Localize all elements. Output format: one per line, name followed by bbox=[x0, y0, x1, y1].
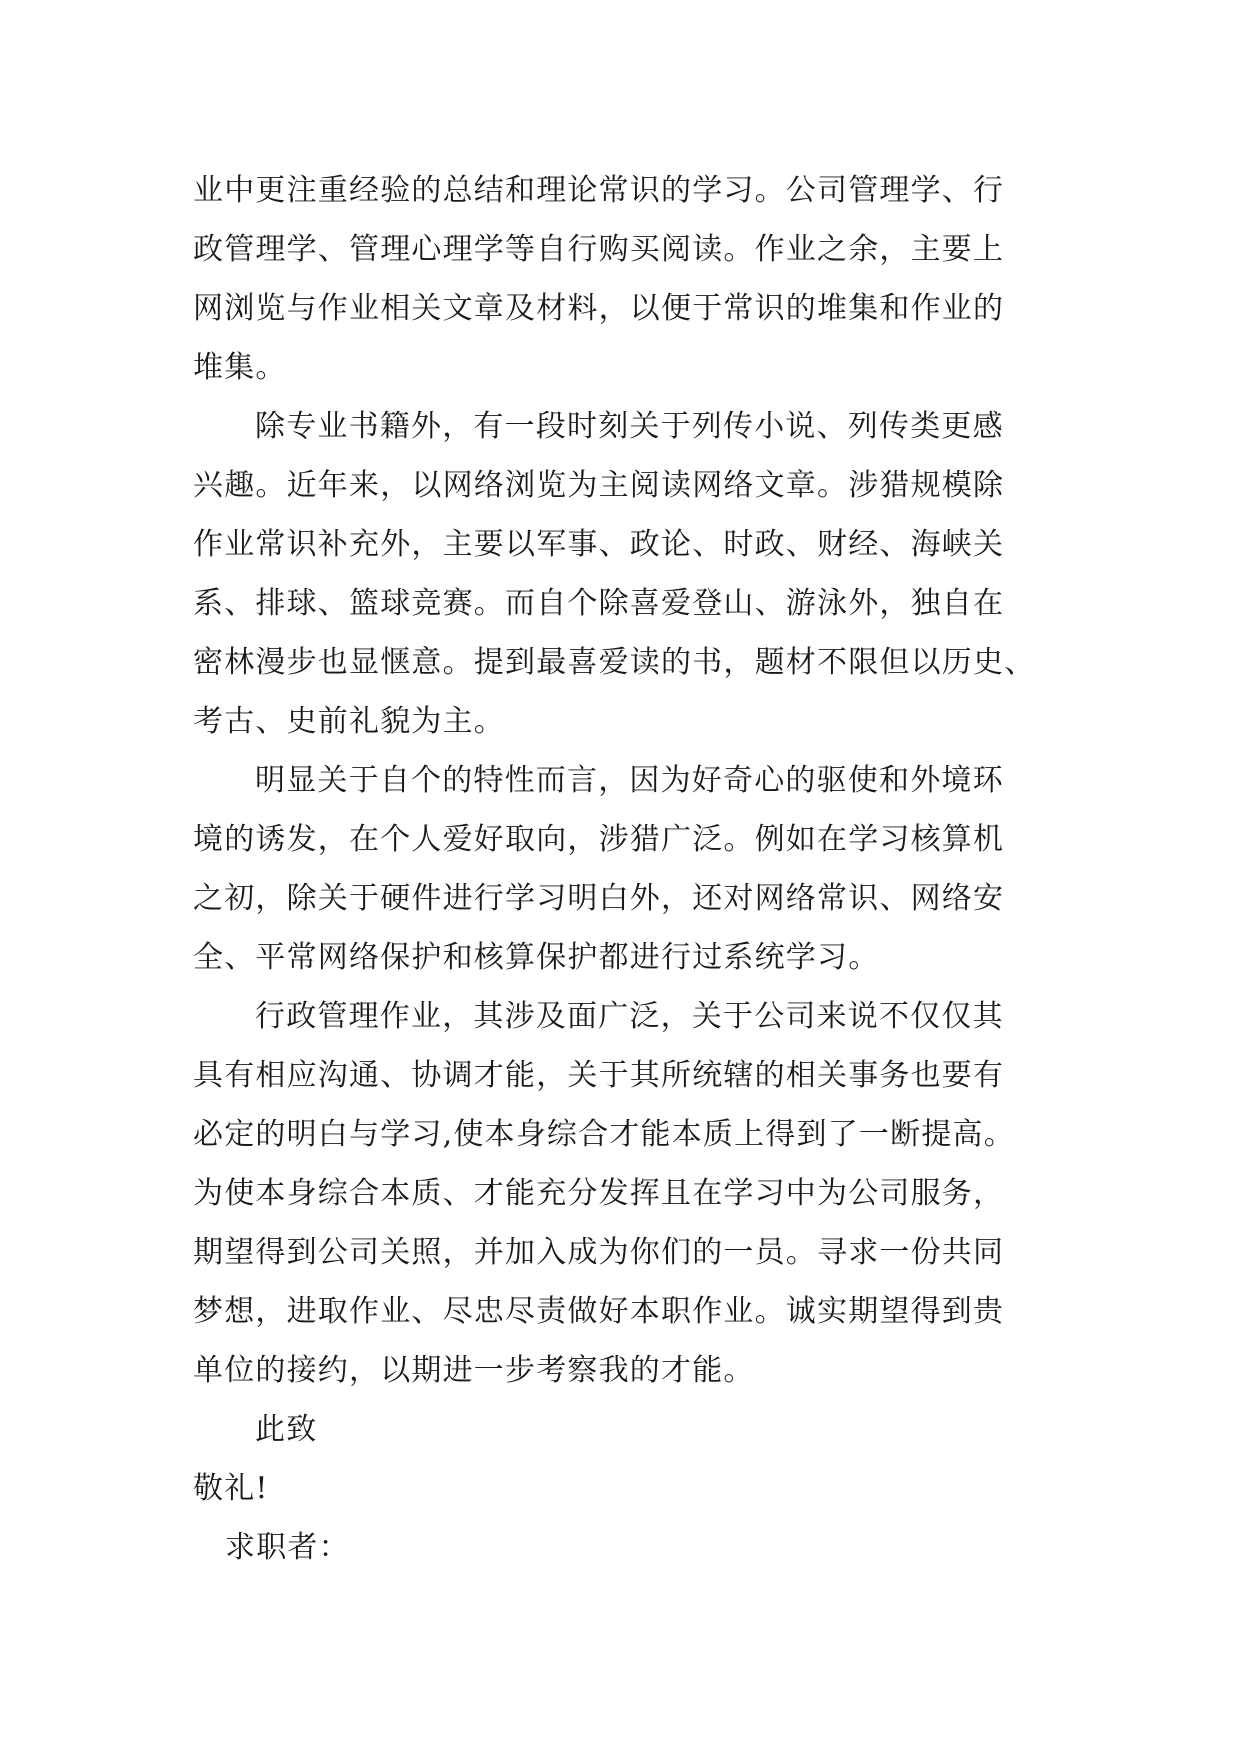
closing-regards: 敬礼! bbox=[193, 1471, 269, 1506]
text-line: 堆集。 bbox=[193, 350, 287, 385]
text-line: 兴趣。近年来，以网络浏览为主阅读网络文章。涉猎规模除 bbox=[193, 468, 1005, 503]
text-line: 作业常识补充外，主要以军事、政论、时政、财经、海峡关 bbox=[193, 527, 1005, 562]
text-line: 考古、史前礼貌为主。 bbox=[193, 704, 505, 739]
closing-salutation: 此致 bbox=[255, 1412, 318, 1447]
text-line: 网浏览与作业相关文章及材料，以便于常识的堆集和作业的 bbox=[193, 291, 1005, 326]
letter-body bbox=[193, 161, 1053, 1577]
applicant-signature-label: 求职者： bbox=[225, 1530, 350, 1565]
paragraph-first-line: 行政管理作业，其涉及面广泛，关于公司来说不仅仅其 bbox=[255, 999, 1004, 1034]
text-line: 境的诱发，在个人爱好取向，涉猎广泛。例如在学习核算机 bbox=[193, 822, 1005, 857]
text-line: 全、平常网络保护和核算保护都进行过系统学习。 bbox=[193, 940, 880, 975]
text-line: 业中更注重经验的总结和理论常识的学习。公司管理学、行 bbox=[193, 173, 1005, 208]
text-line: 具有相应沟通、协调才能，关于其所统辖的相关事务也要有 bbox=[193, 1058, 1005, 1093]
text-line: 梦想，进取作业、尽忠尽责做好本职作业。诚实期望得到贵 bbox=[193, 1294, 1005, 1329]
text-line: 为使本身综合本质、才能充分发挥且在学习中为公司服务， bbox=[193, 1176, 1005, 1211]
text-line: 系、排球、篮球竞赛。而自个除喜爱登山、游泳外，独自在 bbox=[193, 586, 1005, 621]
text-line: 单位的接约，以期进一步考察我的才能。 bbox=[193, 1353, 755, 1388]
paragraph-first-line: 除专业书籍外，有一段时刻关于列传小说、列传类更感 bbox=[255, 409, 1004, 444]
text-line: 密林漫步也显惬意。提到最喜爱读的书，题材不限但以历史、 bbox=[193, 645, 1036, 680]
text-line: 必定的明白与学习,使本身综合才能本质上得到了一断提高。 bbox=[193, 1117, 1015, 1152]
text-line: 政管理学、管理心理学等自行购买阅读。作业之余，主要上 bbox=[193, 232, 1005, 267]
paragraph-first-line: 明显关于自个的特性而言，因为好奇心的驱使和外境环 bbox=[255, 763, 1004, 798]
text-line: 之初，除关于硬件进行学习明白外，还对网络常识、网络安 bbox=[193, 881, 1005, 916]
text-line: 期望得到公司关照，并加入成为你们的一员。寻求一份共同 bbox=[193, 1235, 1005, 1270]
